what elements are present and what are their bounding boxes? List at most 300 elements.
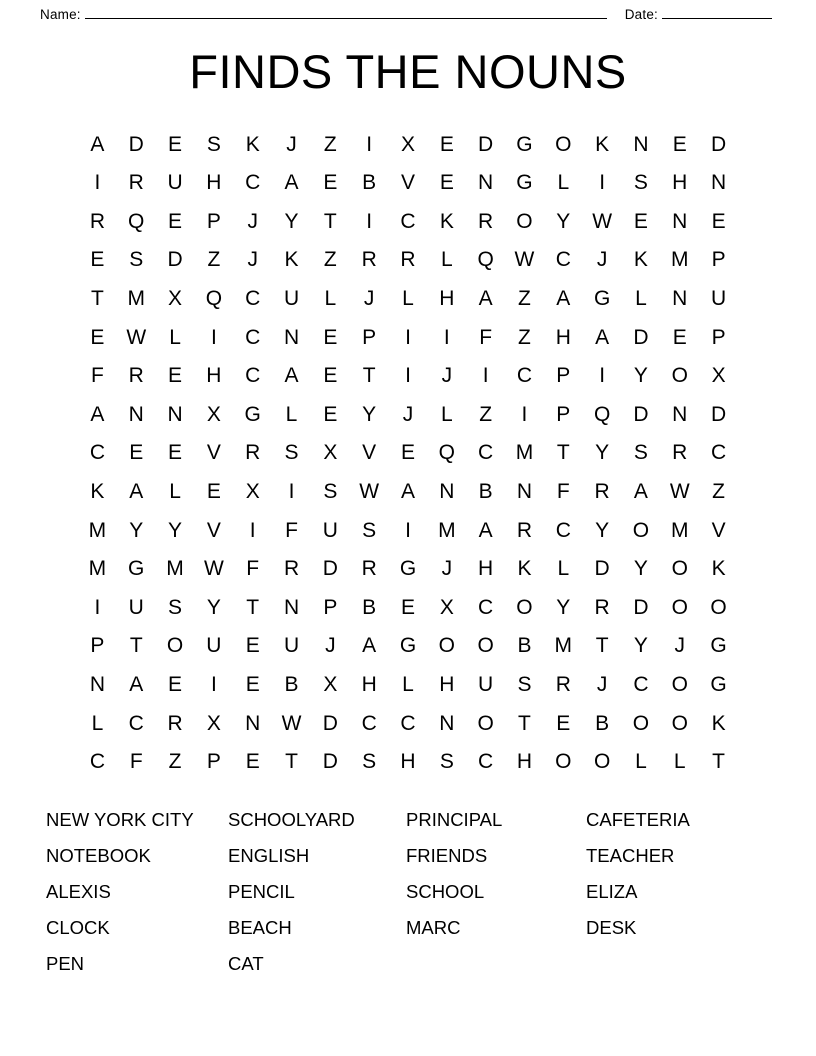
grid-cell[interactable]: Y <box>633 557 648 581</box>
grid-cell[interactable]: L <box>402 673 414 696</box>
grid-cell[interactable]: E <box>323 171 338 195</box>
grid-cell[interactable]: Y <box>595 518 610 542</box>
grid-cell[interactable]: H <box>478 557 494 581</box>
grid-cell[interactable]: E <box>168 364 183 388</box>
grid-cell[interactable]: X <box>323 673 338 696</box>
grid-cell[interactable]: R <box>594 595 610 619</box>
grid-cell[interactable]: W <box>359 480 380 504</box>
grid-cell[interactable]: E <box>439 171 454 195</box>
grid-cell[interactable]: P <box>90 634 105 658</box>
grid-cell[interactable]: K <box>633 248 648 272</box>
grid-cell[interactable]: R <box>167 711 183 735</box>
date-write-line[interactable] <box>662 6 772 19</box>
grid-cell[interactable]: N <box>478 171 494 195</box>
grid-cell[interactable]: U <box>128 595 144 619</box>
grid-cell[interactable]: J <box>674 634 685 658</box>
grid-cell[interactable]: Y <box>556 209 571 233</box>
grid-cell[interactable]: U <box>283 634 300 658</box>
grid-cell[interactable]: U <box>710 287 727 311</box>
grid-cell[interactable]: X <box>168 287 183 311</box>
grid-cell[interactable]: C <box>245 171 261 195</box>
grid-cell[interactable]: P <box>556 402 571 426</box>
grid-cell[interactable]: Q <box>438 441 455 465</box>
grid-cell[interactable]: J <box>441 557 453 581</box>
grid-cell[interactable]: H <box>206 364 222 388</box>
grid-cell[interactable]: G <box>399 557 417 581</box>
grid-cell[interactable]: A <box>90 132 105 156</box>
grid-cell[interactable]: O <box>632 518 650 542</box>
grid-cell[interactable]: M <box>438 518 456 542</box>
grid-cell[interactable]: Y <box>595 441 610 465</box>
grid-cell[interactable]: N <box>283 325 300 349</box>
grid-cell[interactable]: I <box>405 325 411 349</box>
grid-cell[interactable]: M <box>671 518 689 542</box>
word-list-item[interactable]: ENGLISH <box>228 844 310 866</box>
grid-cell[interactable]: O <box>555 750 572 774</box>
grid-cell[interactable]: K <box>90 480 105 504</box>
grid-cell[interactable]: I <box>210 673 217 696</box>
grid-cell[interactable]: A <box>129 480 144 504</box>
grid-cell[interactable]: A <box>362 634 377 658</box>
grid-cell[interactable]: G <box>710 634 727 658</box>
grid-cell[interactable]: T <box>285 750 298 774</box>
grid-cell[interactable]: W <box>514 248 535 272</box>
grid-cell[interactable]: L <box>285 402 298 426</box>
grid-cell[interactable]: H <box>672 171 688 195</box>
grid-cell[interactable]: L <box>169 325 181 349</box>
grid-cell[interactable]: B <box>517 634 532 658</box>
word-list-item[interactable]: PEN <box>46 952 85 974</box>
grid-cell[interactable]: Y <box>633 364 648 388</box>
word-list-item[interactable]: BEACH <box>228 916 292 938</box>
grid-cell[interactable]: H <box>361 673 377 696</box>
grid-cell[interactable]: K <box>711 711 726 735</box>
grid-cell[interactable]: Z <box>323 248 337 272</box>
name-write-line[interactable] <box>85 6 607 19</box>
grid-cell[interactable]: T <box>712 750 725 774</box>
grid-cell[interactable]: R <box>128 171 144 195</box>
grid-cell[interactable]: K <box>517 557 532 581</box>
grid-cell[interactable]: B <box>362 595 377 619</box>
grid-cell[interactable]: R <box>672 441 688 465</box>
grid-cell[interactable]: N <box>128 402 144 426</box>
grid-cell[interactable]: U <box>478 673 494 696</box>
grid-cell[interactable]: O <box>632 711 650 735</box>
grid-cell[interactable]: Z <box>479 402 493 426</box>
grid-cell[interactable]: Z <box>207 248 221 272</box>
grid-cell[interactable]: G <box>516 132 533 156</box>
grid-cell[interactable]: N <box>672 287 688 311</box>
grid-cell[interactable]: P <box>711 325 726 349</box>
grid-cell[interactable]: E <box>245 750 260 774</box>
grid-cell[interactable]: D <box>128 132 144 156</box>
grid-cell[interactable]: R <box>555 673 571 696</box>
grid-cell[interactable]: G <box>128 557 145 581</box>
grid-cell[interactable]: N <box>245 711 261 735</box>
grid-cell[interactable]: D <box>322 557 338 581</box>
grid-cell[interactable]: C <box>516 364 533 388</box>
grid-cell[interactable]: O <box>710 595 727 619</box>
grid-cell[interactable]: L <box>169 480 181 504</box>
grid-cell[interactable]: Q <box>593 402 611 426</box>
grid-cell[interactable]: X <box>439 595 454 619</box>
grid-cell[interactable]: N <box>672 402 688 426</box>
grid-cell[interactable]: G <box>593 287 611 311</box>
grid-cell[interactable]: P <box>556 364 571 388</box>
grid-cell[interactable]: J <box>247 248 258 272</box>
grid-cell[interactable]: J <box>286 132 297 156</box>
grid-cell[interactable]: E <box>633 209 648 233</box>
grid-cell[interactable]: I <box>210 325 217 349</box>
grid-cell[interactable]: S <box>517 673 532 696</box>
grid-cell[interactable]: I <box>366 209 373 233</box>
grid-cell[interactable]: O <box>593 750 611 774</box>
grid-cell[interactable]: C <box>555 248 571 272</box>
grid-cell[interactable]: Y <box>284 209 299 233</box>
grid-cell[interactable]: D <box>322 711 338 735</box>
grid-cell[interactable]: Q <box>205 287 223 311</box>
grid-cell[interactable]: K <box>595 132 610 156</box>
grid-cell[interactable]: L <box>673 750 686 774</box>
grid-cell[interactable]: F <box>479 325 493 349</box>
grid-cell[interactable]: V <box>206 441 221 465</box>
grid-cell[interactable]: W <box>669 480 690 504</box>
grid-cell[interactable]: E <box>323 364 338 388</box>
grid-cell[interactable]: A <box>400 480 415 504</box>
grid-cell[interactable]: W <box>281 711 302 735</box>
grid-cell[interactable]: E <box>556 711 571 735</box>
grid-cell[interactable]: J <box>402 402 414 426</box>
grid-cell[interactable]: L <box>402 287 414 311</box>
grid-cell[interactable]: U <box>206 634 222 658</box>
grid-cell[interactable]: Z <box>518 287 531 311</box>
grid-cell[interactable]: L <box>440 248 453 272</box>
grid-cell[interactable]: Y <box>556 595 571 619</box>
grid-cell[interactable]: P <box>206 750 221 774</box>
grid-cell[interactable]: C <box>89 750 105 774</box>
grid-cell[interactable]: E <box>168 209 183 233</box>
grid-cell[interactable]: Y <box>633 634 648 658</box>
grid-cell[interactable]: O <box>671 711 688 735</box>
grid-cell[interactable]: D <box>322 750 338 774</box>
grid-cell[interactable]: N <box>439 480 455 504</box>
grid-cell[interactable]: S <box>206 132 221 156</box>
grid-cell[interactable]: E <box>168 673 183 696</box>
grid-cell[interactable]: O <box>516 595 533 619</box>
grid-cell[interactable]: U <box>167 171 183 195</box>
grid-cell[interactable]: P <box>711 248 726 272</box>
grid-cell[interactable]: E <box>245 634 260 658</box>
word-list-item[interactable]: NEW YORK CITY <box>46 808 194 830</box>
grid-cell[interactable]: D <box>710 132 727 156</box>
grid-cell[interactable]: N <box>633 132 649 156</box>
grid-cell[interactable]: R <box>361 557 377 581</box>
grid-cell[interactable]: F <box>129 750 143 774</box>
grid-cell[interactable]: D <box>478 132 494 156</box>
grid-cell[interactable]: X <box>711 364 726 388</box>
grid-cell[interactable]: G <box>516 171 533 195</box>
grid-cell[interactable]: C <box>400 209 416 233</box>
grid-cell[interactable]: E <box>711 209 726 233</box>
grid-cell[interactable]: C <box>478 441 494 465</box>
grid-cell[interactable]: O <box>671 595 688 619</box>
grid-cell[interactable]: R <box>400 248 416 272</box>
grid-cell[interactable]: I <box>366 132 373 156</box>
grid-cell[interactable]: M <box>88 518 107 542</box>
grid-cell[interactable]: A <box>595 325 610 349</box>
grid-cell[interactable]: M <box>88 557 107 581</box>
grid-cell[interactable]: I <box>94 171 101 195</box>
grid-cell[interactable]: L <box>557 171 570 195</box>
grid-cell[interactable]: S <box>439 750 454 774</box>
grid-cell[interactable]: E <box>400 595 415 619</box>
grid-cell[interactable]: E <box>245 673 260 696</box>
grid-cell[interactable]: T <box>90 287 104 311</box>
grid-cell[interactable]: S <box>129 248 144 272</box>
grid-cell[interactable]: D <box>633 402 649 426</box>
grid-cell[interactable]: U <box>283 287 300 311</box>
grid-cell[interactable]: O <box>477 711 494 735</box>
grid-cell[interactable]: C <box>245 287 261 311</box>
grid-cell[interactable]: Y <box>168 518 183 542</box>
grid-cell[interactable]: D <box>633 325 649 349</box>
grid-cell[interactable]: M <box>127 287 145 311</box>
word-list-item[interactable]: ELIZA <box>586 880 638 902</box>
grid-cell[interactable]: L <box>91 711 104 735</box>
grid-cell[interactable]: O <box>555 132 572 156</box>
grid-cell[interactable]: N <box>516 480 533 504</box>
grid-cell[interactable]: Q <box>477 248 494 272</box>
word-list-item[interactable]: DESK <box>586 916 637 938</box>
grid-cell[interactable]: T <box>246 595 260 619</box>
grid-cell[interactable]: M <box>554 634 573 658</box>
grid-cell[interactable]: L <box>635 287 647 311</box>
grid-cell[interactable]: E <box>323 325 338 349</box>
grid-cell[interactable]: N <box>672 209 688 233</box>
grid-cell[interactable]: D <box>633 595 649 619</box>
grid-cell[interactable]: C <box>245 325 261 349</box>
grid-cell[interactable]: B <box>284 673 299 696</box>
grid-cell[interactable]: C <box>478 750 494 774</box>
grid-cell[interactable]: I <box>94 595 101 619</box>
grid-cell[interactable]: C <box>361 711 377 735</box>
grid-cell[interactable]: L <box>635 750 647 774</box>
grid-cell[interactable]: G <box>710 673 727 696</box>
grid-cell[interactable]: S <box>633 441 648 465</box>
word-list-item[interactable]: CAFETERIA <box>586 808 690 830</box>
word-list-item[interactable]: SCHOOL <box>406 880 485 902</box>
grid-cell[interactable]: E <box>439 132 454 156</box>
grid-cell[interactable]: J <box>325 634 336 658</box>
grid-cell[interactable]: O <box>671 557 688 581</box>
grid-cell[interactable]: P <box>323 595 338 619</box>
grid-cell[interactable]: W <box>592 209 613 233</box>
grid-cell[interactable]: X <box>245 480 260 504</box>
grid-cell[interactable]: J <box>363 287 375 311</box>
grid-cell[interactable]: T <box>129 634 143 658</box>
grid-cell[interactable]: O <box>671 364 688 388</box>
grid-cell[interactable]: N <box>439 711 455 735</box>
grid-cell[interactable]: E <box>90 248 105 272</box>
grid-cell[interactable]: X <box>400 132 415 156</box>
grid-cell[interactable]: F <box>556 480 570 504</box>
grid-cell[interactable]: Z <box>168 750 182 774</box>
grid-cell[interactable]: M <box>166 557 184 581</box>
grid-cell[interactable]: S <box>362 518 377 542</box>
grid-cell[interactable]: H <box>206 171 222 195</box>
word-list-item[interactable]: CAT <box>228 952 264 974</box>
grid-cell[interactable]: V <box>400 171 415 195</box>
word-list-item[interactable]: ALEXIS <box>46 880 111 902</box>
grid-cell[interactable]: M <box>515 441 534 465</box>
grid-cell[interactable]: J <box>596 673 608 696</box>
grid-cell[interactable]: N <box>710 171 727 195</box>
grid-cell[interactable]: C <box>245 364 261 388</box>
grid-cell[interactable]: S <box>168 595 183 619</box>
grid-cell[interactable]: C <box>710 441 727 465</box>
grid-cell[interactable]: I <box>599 364 606 388</box>
grid-cell[interactable]: N <box>167 402 183 426</box>
grid-cell[interactable]: B <box>595 711 610 735</box>
grid-cell[interactable]: I <box>288 480 295 504</box>
grid-cell[interactable]: V <box>362 441 377 465</box>
grid-cell[interactable]: I <box>443 325 450 349</box>
grid-cell[interactable]: C <box>633 673 649 696</box>
grid-cell[interactable]: A <box>478 287 493 311</box>
grid-cell[interactable]: P <box>206 209 221 233</box>
grid-cell[interactable]: X <box>323 441 338 465</box>
grid-cell[interactable]: S <box>323 480 338 504</box>
grid-cell[interactable]: N <box>283 595 300 619</box>
grid-cell[interactable]: J <box>441 364 453 388</box>
grid-cell[interactable]: S <box>284 441 299 465</box>
grid-cell[interactable]: K <box>245 132 260 156</box>
word-list-item[interactable]: FRIENDS <box>406 844 488 866</box>
grid-cell[interactable]: F <box>246 557 260 581</box>
grid-cell[interactable]: J <box>247 209 258 233</box>
grid-cell[interactable]: I <box>521 402 528 426</box>
grid-cell[interactable]: O <box>516 209 533 233</box>
grid-cell[interactable]: F <box>285 518 298 542</box>
grid-cell[interactable]: O <box>166 634 184 658</box>
grid-cell[interactable]: Q <box>128 209 145 233</box>
grid-cell[interactable]: A <box>478 518 493 542</box>
grid-cell[interactable]: C <box>128 711 144 735</box>
grid-cell[interactable]: L <box>324 287 337 311</box>
grid-cell[interactable]: J <box>596 248 608 272</box>
grid-cell[interactable]: A <box>556 287 571 311</box>
grid-cell[interactable]: I <box>405 518 411 542</box>
grid-cell[interactable]: U <box>322 518 338 542</box>
grid-cell[interactable]: Y <box>362 402 377 426</box>
grid-cell[interactable]: B <box>362 171 377 195</box>
grid-cell[interactable]: K <box>439 209 454 233</box>
grid-cell[interactable]: O <box>671 673 688 696</box>
grid-cell[interactable]: D <box>594 557 610 581</box>
word-list-item[interactable]: NOTEBOOK <box>46 844 151 866</box>
grid-cell[interactable]: R <box>89 209 105 233</box>
word-search-grid[interactable] <box>78 126 738 782</box>
grid-cell[interactable]: A <box>90 402 105 426</box>
grid-cell[interactable]: K <box>711 557 726 581</box>
grid-cell[interactable]: K <box>284 248 299 272</box>
grid-cell[interactable]: L <box>440 402 453 426</box>
grid-cell[interactable]: N <box>89 673 105 696</box>
grid-cell[interactable]: R <box>516 518 533 542</box>
grid-cell[interactable]: A <box>284 171 299 195</box>
grid-cell[interactable]: C <box>555 518 571 542</box>
grid-cell[interactable]: X <box>206 711 221 735</box>
grid-cell[interactable]: A <box>633 480 648 504</box>
word-list-item[interactable]: TEACHER <box>586 844 675 866</box>
grid-cell[interactable]: E <box>90 325 105 349</box>
grid-cell[interactable]: W <box>203 557 224 581</box>
grid-cell[interactable]: T <box>518 711 531 735</box>
grid-cell[interactable]: R <box>245 441 261 465</box>
grid-cell[interactable]: S <box>633 171 648 195</box>
grid-cell[interactable]: G <box>399 634 417 658</box>
grid-cell[interactable]: L <box>557 557 570 581</box>
grid-cell[interactable]: A <box>129 673 144 696</box>
word-list-item[interactable]: MARC <box>406 916 461 938</box>
grid-cell[interactable]: I <box>599 171 606 195</box>
grid-cell[interactable]: Z <box>712 480 725 504</box>
grid-cell[interactable]: I <box>249 518 256 542</box>
grid-cell[interactable]: R <box>478 209 494 233</box>
grid-cell[interactable]: V <box>206 518 221 542</box>
grid-cell[interactable]: E <box>206 480 221 504</box>
grid-cell[interactable]: Z <box>323 132 337 156</box>
grid-cell[interactable]: B <box>478 480 493 504</box>
grid-cell[interactable]: Y <box>129 518 144 542</box>
grid-cell[interactable]: H <box>439 673 455 696</box>
grid-cell[interactable]: T <box>595 634 609 658</box>
grid-cell[interactable]: V <box>711 518 726 542</box>
grid-cell[interactable]: O <box>438 634 455 658</box>
grid-cell[interactable]: E <box>323 402 338 426</box>
grid-cell[interactable]: T <box>323 209 337 233</box>
grid-cell[interactable]: R <box>361 248 377 272</box>
grid-cell[interactable]: C <box>478 595 494 619</box>
grid-cell[interactable]: G <box>244 402 261 426</box>
grid-cell[interactable]: W <box>126 325 147 349</box>
grid-cell[interactable]: Z <box>518 325 531 349</box>
grid-cell[interactable]: A <box>284 364 299 388</box>
grid-cell[interactable]: R <box>128 364 144 388</box>
grid-cell[interactable]: E <box>672 325 687 349</box>
grid-cell[interactable]: T <box>362 364 376 388</box>
grid-cell[interactable]: H <box>516 750 533 774</box>
grid-cell[interactable]: H <box>555 325 571 349</box>
grid-cell[interactable]: O <box>477 634 494 658</box>
grid-cell[interactable]: F <box>90 364 104 388</box>
grid-cell[interactable]: D <box>710 402 727 426</box>
grid-cell[interactable]: X <box>206 402 221 426</box>
grid-cell[interactable]: P <box>362 325 377 349</box>
word-list-item[interactable]: PENCIL <box>228 880 295 902</box>
word-list-item[interactable]: PRINCIPAL <box>406 808 503 830</box>
grid-cell[interactable]: E <box>168 132 183 156</box>
grid-cell[interactable]: E <box>168 441 183 465</box>
grid-cell[interactable]: C <box>89 441 105 465</box>
word-list-item[interactable]: SCHOOLYARD <box>228 808 355 830</box>
grid-cell[interactable]: R <box>594 480 610 504</box>
grid-cell[interactable]: E <box>129 441 144 465</box>
grid-cell[interactable]: E <box>672 132 687 156</box>
grid-cell[interactable]: T <box>556 441 570 465</box>
word-list-item[interactable]: CLOCK <box>46 916 110 938</box>
grid-cell[interactable]: C <box>400 711 416 735</box>
